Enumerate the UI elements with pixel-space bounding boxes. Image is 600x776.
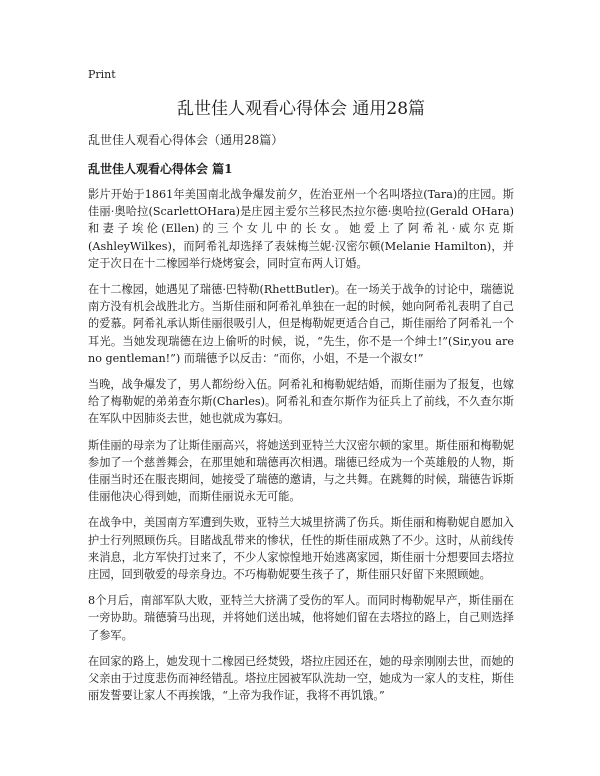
- section-heading: 乱世佳人观看心得体会 篇1: [88, 162, 233, 176]
- paragraph: 斯佳丽的母亲为了让斯佳丽高兴，将她送到亚特兰大汉密尔顿的家里。斯佳丽和梅勒妮参加了一个慈善舞会，在那里她和瑞德再次相遇。瑞德已经成为一个英雄般的人物，斯佳丽当时还在服丧期间，她接受了瑞德的邀请，与之共舞。在跳舞的时候，瑞德告诉斯佳丽他决心得到她，而斯佳丽说永无可能。: [88, 438, 514, 504]
- paragraph: 当晚，战争爆发了，男人都纷纷入伍。阿希礼和梅勒妮结婚，而斯佳丽为了报复，也嫁给了梅勒妮的弟弟查尔斯(Charles)。阿希礼和查尔斯作为征兵上了前线，不久查尔斯在军队中因肺炎去世，她也就成为寡妇。: [88, 378, 514, 426]
- document-title: 乱世佳人观看心得体会 通用28篇: [176, 99, 426, 119]
- print-link[interactable]: Print: [88, 68, 116, 81]
- document-subtitle: 乱世佳人观看心得体会（通用28篇）: [88, 133, 284, 147]
- paragraph: 在战争中，美国南方军遭到失败，亚特兰大城里挤满了伤兵。斯佳丽和梅勒妮自愿加入护士行列照顾伤兵。目睹战乱带来的惨状，任性的斯佳丽成熟了不少。这时，从前线传来消息，北方军快打过来了，不少人家惊惶地开始逃离家园，斯佳丽十分想要回去塔拉庄园，回到敬爱的母亲身边。不巧梅勒妮要生孩子了，斯佳丽只好留下来照顾她。: [88, 516, 514, 582]
- paragraph: 影片开始于1861年美国南北战争爆发前夕，佐治亚州一个名叫塔拉(Tara)的庄园。斯佳丽·奥哈拉(ScarlettOHara)是庄园主爱尔兰移民杰拉尔德·奥哈拉(Gerald OHara)和妻子埃伦(Ellen)的三个女儿中的长女。她爱上了阿希礼·威尔克斯(AshleyWilkes)，而阿希礼却选择了表妹梅兰妮·汉密尔顿(Melanie Hamilton)，并定于次日在十二橡园举行烧烤宴会，同时宣布两人订婚。: [88, 188, 514, 270]
- paragraph: 在十二橡园，她遇见了瑞德·巴特勒(RhettButler)。在一场关于战争的讨论中，瑞德说南方没有机会战胜北方。当斯佳丽和阿希礼单独在一起的时候，她向阿希礼表明了自己的爱慕。阿希礼承认斯佳丽很吸引人，但是梅勒妮更适合自己，斯佳丽给了阿希礼一个耳光。当她发现瑞德在边上偷听的时候，说，“先生，你不是一个绅士!”(Sir,you are no gentleman!”) 而瑞德予以反击：“而你，小姐，不是一个淑女!”: [88, 283, 514, 365]
- paragraph: 8个月后，南部军队大败，亚特兰大挤满了受伤的军人。而同时梅勒妮早产，斯佳丽在一旁协助。瑞德骑马出现，并将她们送出城，他将她们留在去塔拉的路上，自己则选择了参军。: [88, 594, 514, 642]
- paragraph: 在回家的路上，她发现十二橡园已经焚毁，塔拉庄园还在，她的母亲刚刚去世，而她的父亲由于过度悲伤而神经错乱。塔拉庄园被军队洗劫一空，她成为一家人的支柱，斯佳丽发誓要让家人不再挨饿，“上帝为我作证，我将不再饥饿。”: [88, 654, 514, 703]
